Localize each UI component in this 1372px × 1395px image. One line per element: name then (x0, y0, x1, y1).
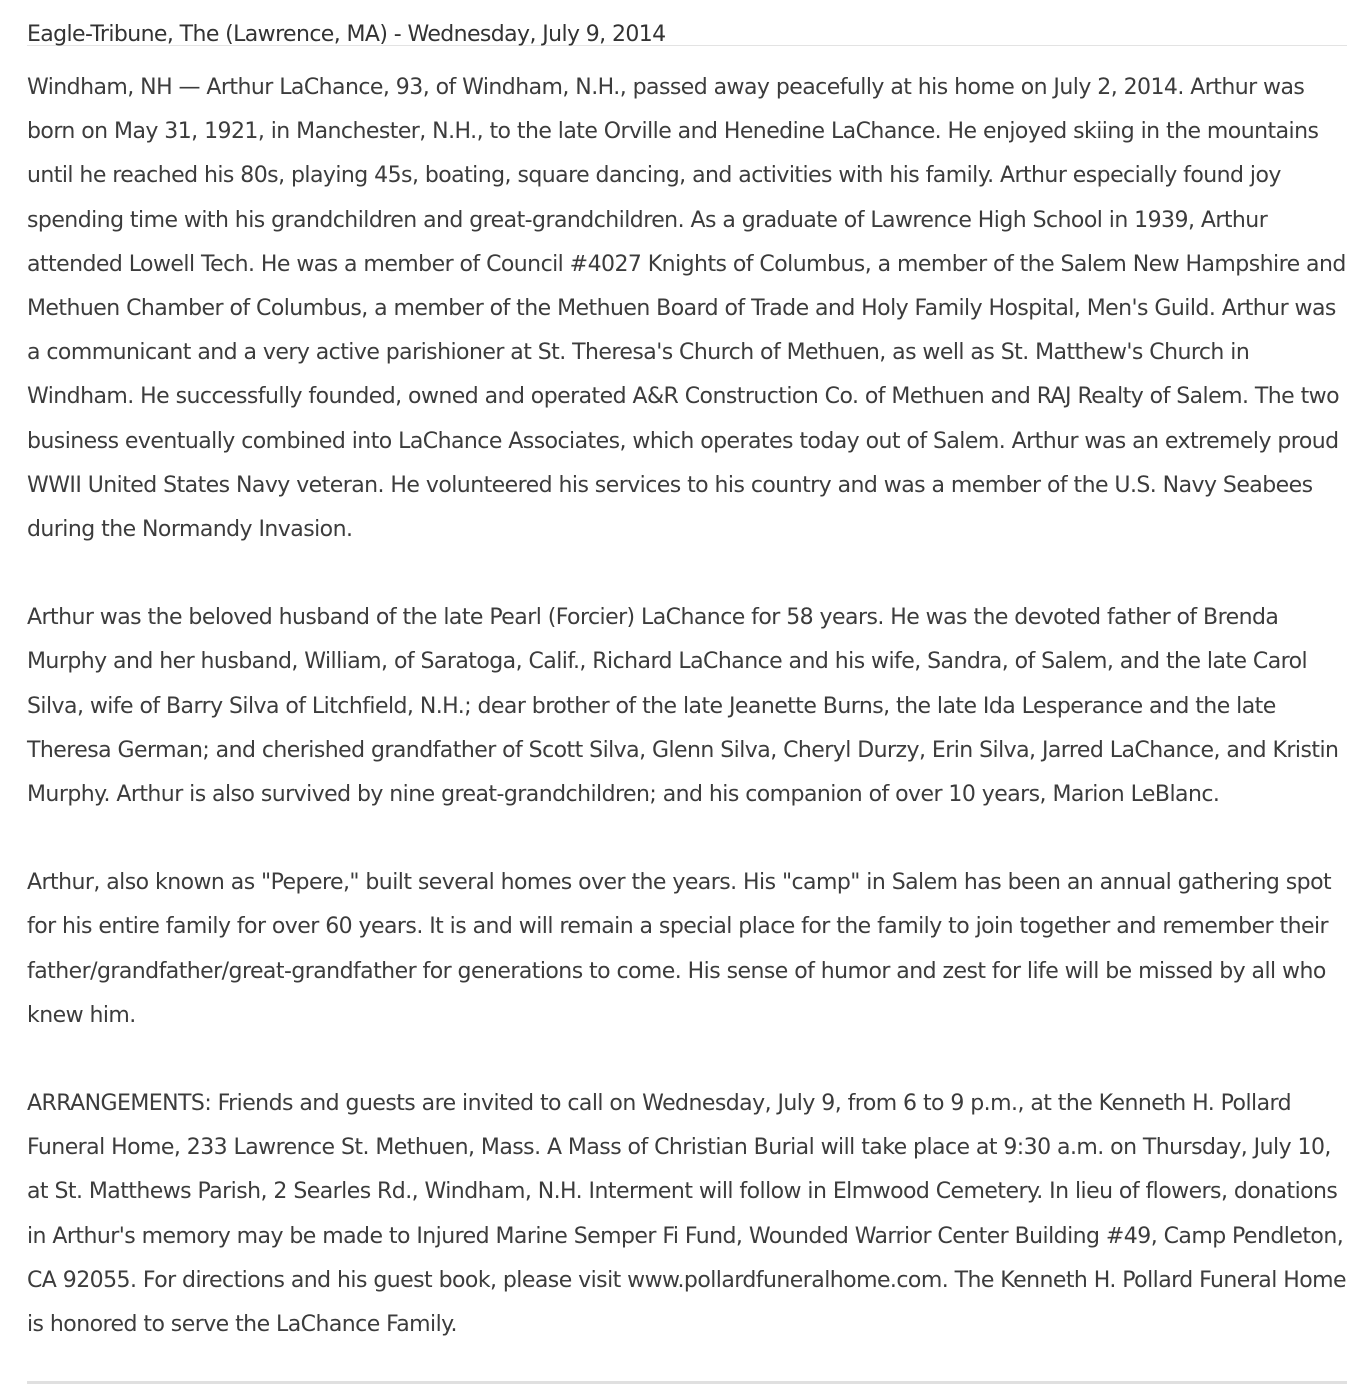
obituary-page (27, 0, 1347, 1347)
publication-header: Eagle-Tribune, The (Lawrence, MA) - Wednesday, July 9, 2014 (27, 0, 1347, 46)
paragraph-biography: Windham, NH — Arthur LaChance, 93, of Windham, N.H., passed away peacefully at his home on July 2, 2014. Arthur was born on May 31, 1921, in Manchester, N.H., to the late Orville and Henedine LaChance. He enjoyed skiing in the mountains until he reached his 80s, playing 45s, boating, square dancing, and activities with his family. Arthur especially found joy spending time with his grandchildren and great-grandchildren. As a graduate of Lawrence High School in 1939, Arthur attended Lowell Tech. He was a member of Council #4027 Knights of Columbus, a member of the Salem New Hampshire and Methuen Chamber of Columbus, a member of the Methuen Board of Trade and Holy Family Hospital, Men's Guild. Arthur was a communicant and a very active parishioner at St. Theresa's Church of Methuen, as well as St. Matthew's Church in Windham. He successfully founded, owned and operated A&R Construction Co. of Methuen and RAJ Realty of Salem. The two business eventually combined into LaChance Associates, which operates today out of Salem. Arthur was an extremely proud WWII United States Navy veteran. He volunteered his services to his country and was a member of the U.S. Navy Seabees during the Normandy Invasion. (27, 75, 1346, 543)
obituary-body (27, 46, 1347, 1347)
footer-divider (27, 1381, 1347, 1384)
paragraph-family: Arthur was the beloved husband of the late Pearl (Forcier) LaChance for 58 years. He was the devoted father of Brenda Murphy and her husband, William, of Saratoga, Calif., Richard LaChance and his wife, Sandra, of Salem, and the late Carol Silva, wife of Barry Silva of Litchfield, N.H.; dear brother of the late Jeanette Burns, the late Ida Lesperance and the late Theresa German; and cherished grandfather of Scott Silva, Glenn Silva, Cheryl Durzy, Erin Silva, Jarred LaChance, and Kristin Murphy. Arthur is also survived by nine great-grandchildren; and his companion of over 10 years, Marion LeBlanc. (27, 605, 1339, 808)
paragraph-remembrance: Arthur, also known as "Pepere," built several homes over the years. His "camp" in Salem has been an annual gathering spot for his entire family for over 60 years. It is and will remain a special place for the family to join together and remember their father/grandfather/great-grandfather for generations to come. His sense of humor and zest for life will be missed by all who knew him. (27, 870, 1332, 1028)
paragraph-arrangements: ARRANGEMENTS: Friends and guests are invited to call on Wednesday, July 9, from 6 to 9 p.m., at the Kenneth H. Pollard Funeral Home, 233 Lawrence St. Methuen, Mass. A Mass of Christian Burial will take place at 9:30 a.m. on Thursday, July 10, at St. Matthews Parish, 2 Searles Rd., Windham, N.H. Interment will follow in Elmwood Cemetery. In lieu of flowers, donations in Arthur's memory may be made to Injured Marine Semper Fi Fund, Wounded Warrior Center Building #49, Camp Pendleton, CA 92055. For directions and his guest book, please visit www.pollardfuneralhome.com. The Kenneth H. Pollard Funeral Home is honored to serve the LaChance Family. (27, 1091, 1346, 1338)
